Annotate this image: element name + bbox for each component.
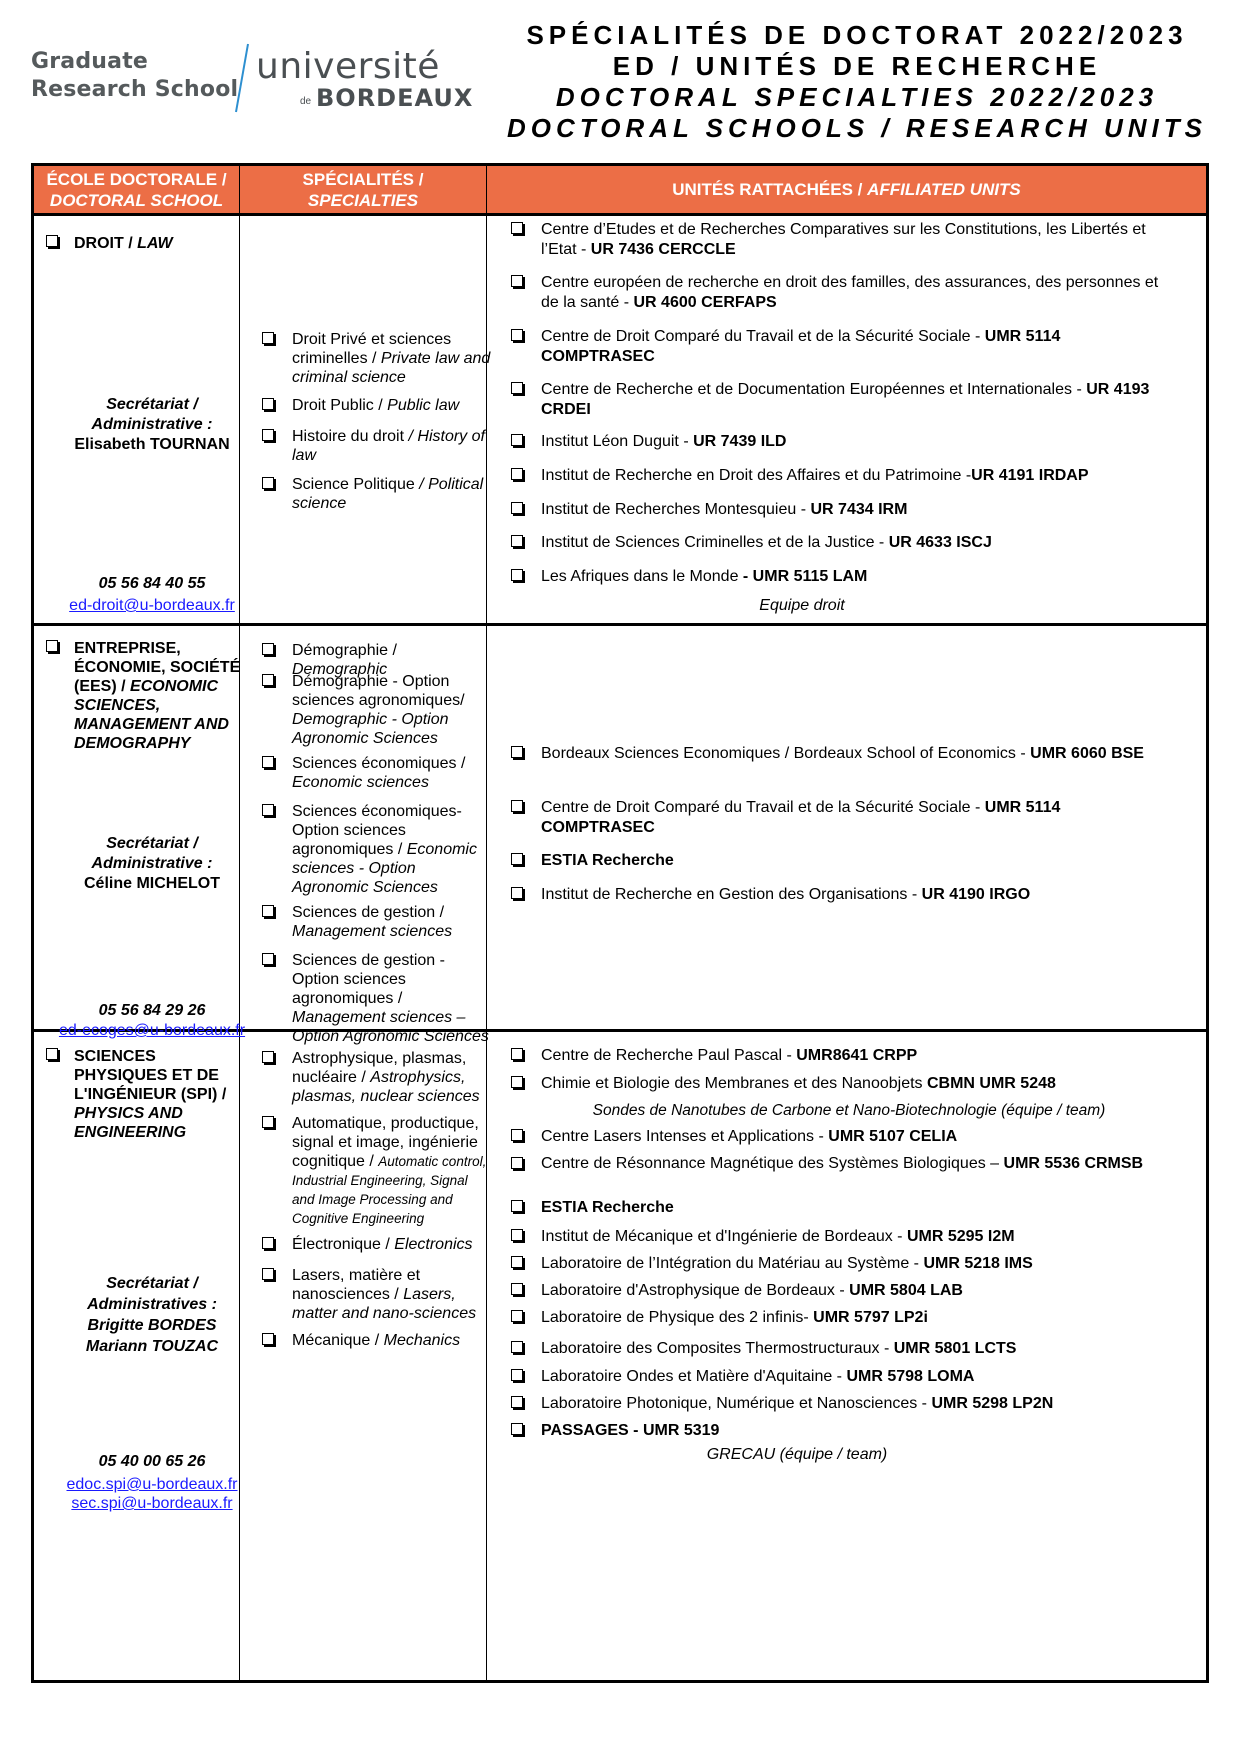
checkbox-icon bbox=[511, 1256, 523, 1268]
specialty-item: Mécanique / Mechanics bbox=[262, 1331, 492, 1350]
school-name: SCIENCES PHYSIQUES ET DE L'INGÉNIEUR (SPI) / PHYSICS AND ENGINEERING bbox=[46, 1047, 256, 1142]
table-row-ees bbox=[34, 626, 1206, 1045]
checkbox-icon bbox=[262, 398, 274, 410]
checkbox-icon bbox=[262, 905, 274, 917]
checkbox-icon bbox=[262, 643, 274, 655]
checkbox-icon bbox=[511, 1396, 523, 1408]
team-note: Sondes de Nanotubes de Carbone et Nano-Biotechnologie (équipe / team) bbox=[592, 1102, 1106, 1119]
unit-item: Centre européen de recherche en droit des familles, des assurances, des personnes et de la santé - UR 4600 CERFAPS bbox=[511, 273, 1161, 313]
unit-item: Centre de Droit Comparé du Travail et de la Sécurité Sociale - UMR 5114 COMPTRASEC bbox=[511, 798, 1161, 838]
checkbox-icon bbox=[46, 235, 58, 247]
unit-item: Institut de Sciences Criminelles et de la Justice - UR 4633 ISCJ bbox=[511, 533, 1161, 553]
checkbox-icon bbox=[511, 746, 523, 758]
units-cell bbox=[487, 216, 1206, 623]
unit-item: Institut Léon Duguit - UR 7439 ILD bbox=[511, 432, 1161, 452]
school-cell bbox=[34, 626, 246, 1039]
unit-item: Laboratoire des Composites Thermostructuraux - UMR 5801 LCTS bbox=[511, 1339, 1161, 1359]
unit-item: ESTIA Recherche bbox=[511, 1198, 1161, 1218]
school-name: ENTREPRISE, ÉCONOMIE, SOCIÉTÉ (EES) / ECONOMIC SCIENCES, MANAGEMENT AND DEMOGRAPHY bbox=[46, 639, 256, 753]
checkbox-icon bbox=[262, 1237, 274, 1249]
checkbox-icon bbox=[262, 804, 274, 816]
title-line-1: SPÉCIALITÉS DE DOCTORAT 2022/2023 bbox=[526, 20, 1188, 50]
specialty-item: Sciences économiques / Economic sciences bbox=[262, 754, 492, 792]
checkbox-icon bbox=[262, 1116, 274, 1128]
email-link[interactable]: sec.spi@u-bordeaux.fr bbox=[71, 1495, 233, 1512]
specialty-item: Science Politique / Political science bbox=[262, 475, 492, 513]
unit-item: Laboratoire Ondes et Matière d'Aquitaine - UMR 5798 LOMA bbox=[511, 1367, 1161, 1387]
school-name: DROIT / LAW bbox=[46, 234, 256, 253]
checkbox-icon bbox=[511, 329, 523, 341]
checkbox-icon bbox=[511, 434, 523, 446]
unit-item: Laboratoire de l’Intégration du Matériau au Système - UMR 5218 IMS bbox=[511, 1254, 1161, 1274]
school-cell bbox=[34, 216, 239, 623]
checkbox-icon bbox=[511, 1310, 523, 1322]
team-note: GRECAU (équipe / team) bbox=[706, 1446, 888, 1463]
header-specialties: SPÉCIALITÉS / SPECIALTIES bbox=[302, 169, 424, 210]
secretariat: Secrétariat / Administrative : Elisabeth TOURNAN bbox=[74, 396, 230, 453]
checkbox-icon bbox=[262, 477, 274, 489]
checkbox-icon bbox=[262, 429, 274, 441]
checkbox-icon bbox=[511, 800, 523, 812]
unit-item: Chimie et Biologie des Membranes et des Nanoobjets CBMN UMR 5248 bbox=[511, 1074, 1161, 1094]
checkbox-icon bbox=[511, 382, 523, 394]
unit-item: Centre d’Etudes et de Recherches Comparatives sur les Constitutions, les Libertés et l’Etat - UR 7436 CERCCLE bbox=[511, 220, 1161, 260]
checkbox-icon bbox=[511, 887, 523, 899]
specialties-cell bbox=[240, 1032, 486, 1680]
specialty-item: Automatique, productique, signal et image, ingénierie cognitique / Automatic control, Industrial Engineering, Signal and Image Processing and Cognitive Engineering bbox=[262, 1114, 492, 1228]
checkbox-icon bbox=[511, 468, 523, 480]
checkbox-icon bbox=[46, 1048, 58, 1060]
checkbox-icon bbox=[511, 1200, 523, 1212]
checkbox-icon bbox=[511, 1157, 523, 1169]
unit-item: Centre Lasers Intenses et Applications - UMR 5107 CELIA bbox=[511, 1127, 1161, 1147]
checkbox-icon bbox=[511, 1423, 523, 1435]
specialty-item: Démographie - Option sciences agronomiques/ Demographic - Option Agronomic Sciences bbox=[262, 672, 492, 748]
unit-item: Laboratoire d'Astrophysique de Bordeaux - UMR 5804 LAB bbox=[511, 1281, 1161, 1301]
specialty-item: Démographie / Demographic bbox=[262, 641, 492, 679]
unit-item: Institut de Recherche en Gestion des Organisations - UR 4190 IRGO bbox=[511, 885, 1161, 905]
title-line-3: DOCTORAL SPECIALTIES 2022/2023 bbox=[555, 82, 1159, 112]
school-cell bbox=[34, 1032, 239, 1680]
units-cell bbox=[487, 626, 1206, 1029]
checkbox-icon bbox=[262, 674, 274, 686]
checkbox-icon bbox=[511, 1283, 523, 1295]
unit-item: Institut de Mécanique et d'Ingénierie de Bordeaux - UMR 5295 I2M bbox=[511, 1227, 1161, 1247]
checkbox-icon bbox=[262, 332, 274, 344]
title-line-4: DOCTORAL SCHOOLS / RESEARCH UNITS bbox=[507, 113, 1207, 143]
phone-number: 05 56 84 29 26 bbox=[98, 1002, 206, 1019]
phone-number: 05 40 00 65 26 bbox=[98, 1453, 206, 1470]
page-title bbox=[507, 20, 1207, 144]
secretariat: Secrétariat / Administrative : Céline MICHELOT bbox=[83, 835, 220, 892]
checkbox-icon bbox=[511, 502, 523, 514]
checkbox-icon bbox=[262, 756, 274, 768]
unit-item: ESTIA Recherche bbox=[511, 851, 1161, 871]
email-link[interactable]: ed-droit@u-bordeaux.fr bbox=[69, 597, 235, 614]
checkbox-icon bbox=[511, 1129, 523, 1141]
unit-item: Centre de Droit Comparé du Travail et de la Sécurité Sociale - UMR 5114 COMPTRASEC bbox=[511, 327, 1161, 367]
unit-item: Laboratoire Photonique, Numérique et Nanosciences - UMR 5298 LP2N bbox=[511, 1394, 1161, 1414]
checkbox-icon bbox=[511, 853, 523, 865]
table-row-spi bbox=[34, 1032, 1206, 1680]
checkbox-icon bbox=[262, 1051, 274, 1063]
specialty-item: Sciences de gestion / Management sciences bbox=[262, 903, 492, 941]
specialty-item: Lasers, matière et nanosciences / Lasers, matter and nano-sciences bbox=[262, 1266, 492, 1323]
specialty-item: Sciences économiques- Option sciences agronomiques / Economic sciences - Option Agronomic Sciences bbox=[262, 802, 492, 897]
checkbox-icon bbox=[511, 569, 523, 581]
checkbox-icon bbox=[511, 1369, 523, 1381]
unit-item: Laboratoire de Physique des 2 infinis- UMR 5797 LP2i bbox=[511, 1308, 1161, 1328]
secretariat: Secrétariat / Administratives : Brigitte BORDES Mariann TOUZAC bbox=[85, 1275, 219, 1355]
team-note: Equipe droit bbox=[759, 597, 845, 614]
phone-number: 05 56 84 40 55 bbox=[98, 575, 206, 592]
specialty-item: Sciences de gestion - Option sciences agronomiques / Management sciences – Option Agronomic Sciences bbox=[262, 951, 492, 1046]
specialty-item: Astrophysique, plasmas, nucléaire / Astrophysics, plasmas, nuclear sciences bbox=[262, 1049, 492, 1106]
unit-item: Institut de Recherche en Droit des Affaires et du Patrimoine -UR 4191 IRDAP bbox=[511, 466, 1161, 486]
checkbox-icon bbox=[46, 640, 58, 652]
checkbox-icon bbox=[511, 535, 523, 547]
checkbox-icon bbox=[262, 953, 274, 965]
specialties-table bbox=[31, 163, 1209, 1683]
units-cell bbox=[487, 1032, 1206, 1680]
unit-item: Bordeaux Sciences Economiques / Bordeaux School of Economics - UMR 6060 BSE bbox=[511, 744, 1161, 764]
unit-item: Centre de Recherche et de Documentation Européennes et Internationales - UR 4193 CRDEI bbox=[511, 380, 1161, 420]
checkbox-icon bbox=[262, 1333, 274, 1345]
email-link[interactable]: edoc.spi@u-bordeaux.fr bbox=[66, 1476, 238, 1493]
checkbox-icon bbox=[511, 222, 523, 234]
unit-item: Centre de Recherche Paul Pascal - UMR8641 CRPP bbox=[511, 1046, 1161, 1066]
table-header bbox=[34, 166, 1206, 216]
checkbox-icon bbox=[511, 1341, 523, 1353]
specialty-item: Droit Privé et sciences criminelles / Private law and criminal science bbox=[262, 330, 492, 387]
unit-item: Centre de Résonnance Magnétique des Systèmes Biologiques – UMR 5536 CRMSB bbox=[511, 1155, 1161, 1173]
specialty-item: Électronique / Electronics bbox=[262, 1235, 492, 1254]
specialty-item: Histoire du droit / History of law bbox=[262, 427, 492, 465]
header-school: ÉCOLE DOCTORALE / DOCTORAL SCHOOL bbox=[46, 169, 227, 210]
header-units: UNITÉS RATTACHÉES / AFFILIATED UNITS bbox=[672, 180, 1021, 199]
specialties-cell bbox=[240, 626, 489, 1045]
title-line-2: ED / UNITÉS DE RECHERCHE bbox=[612, 51, 1102, 81]
universite-bordeaux-logo: université de BORDEAUX bbox=[228, 36, 473, 116]
checkbox-icon bbox=[262, 1268, 274, 1280]
checkbox-icon bbox=[511, 1076, 523, 1088]
checkbox-icon bbox=[511, 275, 523, 287]
checkbox-icon bbox=[511, 1229, 523, 1241]
email-link[interactable]: ed-ecoges@u-bordeaux.fr bbox=[58, 1022, 246, 1039]
unit-item: PASSAGES - UMR 5319 bbox=[511, 1421, 1161, 1441]
checkbox-icon bbox=[511, 1048, 523, 1060]
table-row-droit bbox=[34, 216, 1206, 623]
graduate-research-school-logo: Graduate Research School bbox=[31, 49, 239, 102]
unit-item: Les Afriques dans le Monde - UMR 5115 LAM bbox=[511, 567, 1161, 587]
specialty-item: Droit Public / Public law bbox=[262, 396, 492, 415]
specialties-cell bbox=[240, 216, 491, 623]
unit-item: Institut de Recherches Montesquieu - UR 7434 IRM bbox=[511, 500, 1161, 520]
